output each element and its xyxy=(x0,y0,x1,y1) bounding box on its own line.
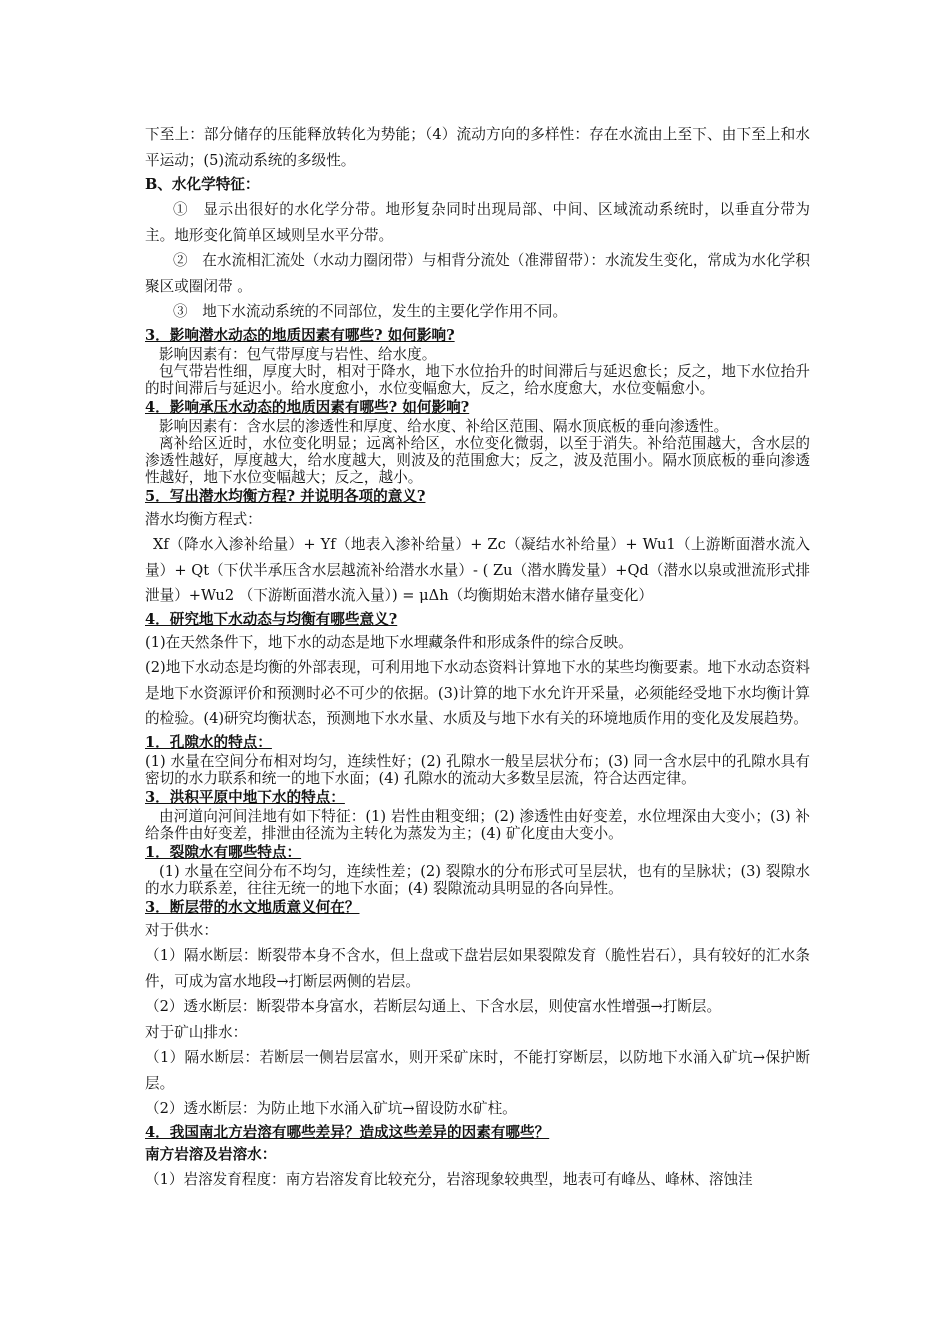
paragraph-confined-explanation: 离补给区近时，水位变化明显；远离补给区，水位变化微弱，以至于消失。补给范围越大，含水层的渗透性越好，厚度越大，给水度越大，则波及的范围愈大；反之，波及范围小。隔水顶底板的垂向渗透性越好，地下水位变幅越大；反之，越小。 xyxy=(145,434,810,486)
paragraph-flow-system-end: 下至上：部分储存的压能释放转化为势能；（4）流动方向的多样性：存在水流由上至下、由下至上和水平运动；(5)流动系统的多级性。 xyxy=(145,126,810,169)
paragraph-alluvial-plain: 由河道向河间洼地有如下特征：(1) 岩性由粗变细；(2) 渗透性由好变差，水位埋深由大变小；(3) 补给条件由好变差，排泄由径流为主转化为蒸发为主；(4) 矿化度由大变小。 xyxy=(145,807,810,842)
heading-southern-karst: 南方岩溶及岩溶水： xyxy=(145,1145,277,1163)
paragraph-water-supply-label: 对于供水： xyxy=(145,921,218,939)
paragraph-pore-water: (1) 水量在空间分布相对均匀，连续性好；(2) 孔隙水一般呈层状分布；(3) 同一含水层中的孔隙水具有密切的水力联系和统一的地下水面；(4) 孔隙水的流动大多数呈层流，符合达西定律。 xyxy=(145,752,810,787)
paragraph-supply-permeable-fault: （2）透水断层：断裂带本身富水，若断层勾通上、下含水层，则使富水性增强→打断层。 xyxy=(145,998,722,1015)
question-heading-fissure-water: 1．裂隙水有哪些特点： xyxy=(145,843,302,861)
question-heading-fault-zone: 3．断层带的水文地质意义何在？ xyxy=(145,898,360,916)
paragraph-significance-1: (1)在天然条件下，地下水的动态是地下水埋藏条件和形成条件的综合反映。 xyxy=(145,633,633,651)
document-page xyxy=(145,122,810,1192)
paragraph-supply-barrier-fault: （1）隔水断层：断裂带本身不含水，但上盘或下盘岩层如果裂隙发育（脆性岩石），具有较好的汇水条件，可成为富水地段→打断层两侧的岩层。 xyxy=(145,947,810,990)
heading-hydrochemistry: B、水化学特征： xyxy=(145,176,260,193)
paragraph-drainage-permeable-fault: （2）透水断层：为防止地下水涌入矿坑→留设防水矿柱。 xyxy=(145,1100,517,1117)
paragraph-fissure-water: (1) 水量在空间分布不均匀，连续性差；(2) 裂隙水的分布形式可呈层状，也有的呈脉状；(3) 裂隙水的水力联系差，往往无统一的地下水面；(4) 裂隙流动具明显的各向异性。 xyxy=(145,862,810,897)
question-heading-alluvial-plain: 3．洪积平原中地下水的特点： xyxy=(145,788,345,806)
paragraph-phreatic-explanation: 包气带岩性细，厚度大时，相对于降水，地下水位抬升的时间滞后与延迟愈长；反之，地下水位抬升的时间滞后与延迟小。给水度愈小，水位变幅愈大，反之，给水度愈大，水位变幅愈小。 xyxy=(145,362,810,397)
paragraph-karst-development: （1）岩溶发育程度：南方岩溶发育比较充分，岩溶现象较典型，地表可有峰丛、峰林、溶蚀洼 xyxy=(145,1170,753,1188)
paragraph-factors-confined: 影响因素有：含水层的渗透性和厚度、给水度、补给区范围、隔水顶底板的垂向渗透性。 xyxy=(159,417,729,435)
question-heading-pore-water: 1．孔隙水的特点： xyxy=(145,733,272,751)
question-heading-confined-dynamics: 4．影响承压水动态的地质因素有哪些? 如何影响? xyxy=(145,398,470,416)
paragraph-mine-drainage-label: 对于矿山排水： xyxy=(145,1023,248,1041)
paragraph-item-2: ② 在水流相汇流处（水动力圈闭带）与相背分流处（准滞留带）：水流发生变化，常成为水化学积聚区或圈闭带 。 xyxy=(145,252,810,295)
question-heading-research-significance: 4．研究地下水动态与均衡有哪些意义? xyxy=(145,610,398,628)
paragraph-balance-equation: Xf（降水入渗补给量）+ Yf（地表入渗补给量）+ Zc（凝结水补给量）+ Wu1（上游断面潜水流入量）+ Qt（下伏半承压含水层越流补给潜水水量）- ( Zu（潜水腾发量）+Qd（潜水以泉或泄流形式排泄量）+Wu2 （下游断面潜水流入量）) = μΔh（均衡期始末潜水储存量变化） xyxy=(145,536,810,604)
paragraph-drainage-barrier-fault: （1）隔水断层：若断层一侧岩层富水，则开采矿床时，不能打穿断层，以防地下水涌入矿坑→保护断层。 xyxy=(145,1049,810,1092)
paragraph-factors-phreatic: 影响因素有：包气带厚度与岩性、给水度。 xyxy=(159,345,437,363)
paragraph-item-3: ③ 地下水流动系统的不同部位，发生的主要化学作用不同。 xyxy=(173,303,568,320)
paragraph-item-1: ① 显示出很好的水化学分带。地形复杂同时出现局部、中间、区域流动系统时，以垂直分带为主。地形变化简单区域则呈水平分带。 xyxy=(145,201,810,244)
question-heading-balance-equation: 5．写出潜水均衡方程? 并说明各项的意义? xyxy=(145,487,426,505)
question-heading-karst-differences: 4．我国南北方岩溶有哪些差异？造成这些差异的因素有哪些？ xyxy=(145,1123,550,1141)
question-heading-phreatic-dynamics: 3．影响潜水动态的地质因素有哪些? 如何影响? xyxy=(145,326,455,344)
paragraph-significance-2: (2)地下水动态是均衡的外部表现，可利用地下水动态资料计算地下水的某些均衡要素。地下水动态资料是地下水资源评价和预测时必不可少的依据。(3)计算的地下水允许开采量，必须能经受地下水均衡计算的检验。(4)研究均衡状态，预测地下水水量、水质及与地下水有关的环境地质作用的变化及发展趋势。 xyxy=(145,659,810,727)
paragraph-equation-label: 潜水均衡方程式： xyxy=(145,510,262,528)
